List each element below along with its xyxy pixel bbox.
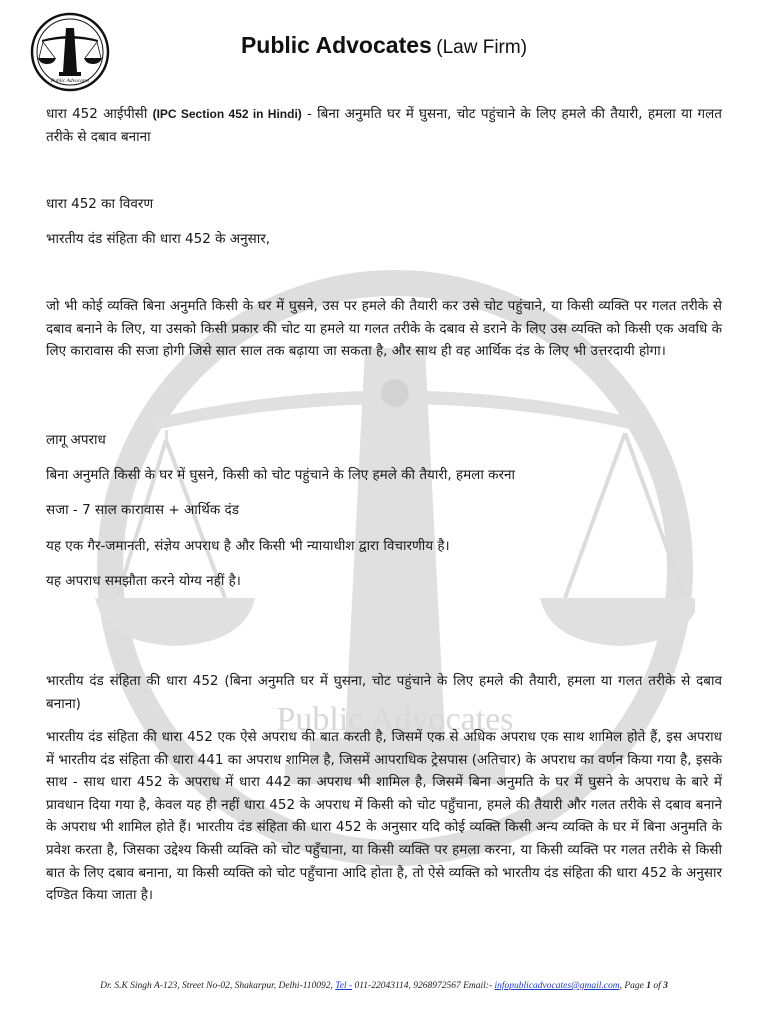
description-heading: धारा 452 का विवरण bbox=[46, 196, 154, 212]
offense-line-1: बिना अनुमति किसी के घर में घुसने, किसी को चोट पहुंचाने के लिए हमले की तैयारी, हमला करना bbox=[46, 467, 515, 483]
page-title bbox=[0, 32, 768, 59]
punishment-line: सजा - 7 साल कारावास + आर्थिक दंड bbox=[46, 502, 239, 518]
page-total: 3 bbox=[663, 981, 668, 991]
description-paragraph: जो भी कोई व्यक्ति बिना अनुमति किसी के घर में घुसने, उस पर हमले की तैयारी कर उसे चोट पहुंचाने, या किसी व्यक्ति पर गलत तरीके से दबाव बनाने के लिए, या उसको किसी प्रकार की चोट या हमले या गलत तरीके के दबाव से डराने के लिए उस व्यक्ति को किसी एक अवधि के लिए कारावास की सजा होगी जिसे सात साल तक बढ़ाया जा सकता है, और साथ ही वह आर्थिक दंड के लिए भी उत्तरदायी होगा। bbox=[46, 298, 722, 360]
watermark-text: Public Advocates bbox=[276, 701, 514, 738]
page-prefix: , Page bbox=[619, 981, 647, 991]
bailable-line: यह एक गैर-जमानती, संज्ञेय अपराध है और किसी भी न्यायाधीश द्वारा विचारणीय है। bbox=[46, 538, 450, 554]
tel-link[interactable]: Tel - bbox=[335, 981, 353, 991]
footer-address: Dr. S.K Singh A-123, Street No-02, Shakarpur, Delhi-110092, bbox=[100, 981, 336, 991]
intro-text: - बिना अनुमति घर में घुसना, चोट पहुंचाने के लिए हमले की तैयारी, हमला या गलत तरीके से दबाव बनाना bbox=[46, 106, 723, 145]
offense-heading: लागू अपराध bbox=[46, 432, 106, 448]
footer-phones: 011-22043114, 9268972567 Email:- bbox=[352, 981, 495, 991]
section-paragraph: भारतीय दंड संहिता की धारा 452 एक ऐसे अपराध की बात करती है, जिसमें एक से अधिक अपराध एक साथ शामिल होते हैं, इस अपराध में भारतीय दंड संहिता की धारा 441 का अपराध शामिल है, जिसमें आपराधिक ट्रेसपास (अतिचार) के अपराध का वर्णन किया गया है, इसके साथ - साथ धारा 452 के अपराध में धारा 442 का अपराध भी शामिल है, जिसमें बिना अनुमति के घर में घुसने के अपराध के बारे में प्रावधान दिया गया है, केवल यह ही नहीं धारा 452 के अपराध में किसी को चोट पहुँचाना, हमले की तैयारी और गलत तरीके से दबाव बनाने के अपराध भी शामिल होते हैं। भारतीय दंड संहिता की धारा 452 के अनुसार यदि कोई व्यक्ति किसी अन्य व्यक्ति के घर में बिना अनुमति के प्रवेश करता है, जिसका उद्देश्य किसी व्यक्ति को चोट पहुँचाना, या किसी व्यक्ति पर हमला करना, या किसी व्यक्ति पर गलत तरीके से किसी बात के लिए दबाव बनाना, या किसी व्यक्ति को चोट पहुँचाना आदि होता है, तो ऐसे व्यक्ति को भारतीय दंड संहिता की धारा 452 के अनुसार दण्डित किया जाता है। bbox=[46, 729, 722, 904]
page-current: 1 bbox=[646, 981, 652, 991]
firm-name: Public Advocates bbox=[240, 32, 432, 58]
intro-line bbox=[46, 103, 722, 148]
page-of: of bbox=[651, 981, 664, 991]
email-link[interactable]: infopublicadvocates@gmail.com bbox=[494, 981, 620, 991]
logo-text: Public Advocates bbox=[50, 78, 90, 84]
footer bbox=[0, 981, 768, 991]
firm-subtitle: (Law Firm) bbox=[436, 37, 528, 58]
intro-prefix: धारा 452 आईपीसी bbox=[46, 106, 153, 122]
description-subheading: भारतीय दंड संहिता की धारा 452 के अनुसार, bbox=[46, 231, 271, 247]
section-heading: भारतीय दंड संहिता की धारा 452 (बिना अनुमति घर में घुसना, चोट पहुंचाने के लिए हमले की तैयारी, हमला या गलत तरीके से दबाव बनाना) bbox=[46, 673, 722, 712]
ipc-label: (IPC Section 452 in Hindi) bbox=[152, 107, 302, 121]
compoundable-line: यह अपराध समझौता करने योग्य नहीं है। bbox=[46, 573, 241, 589]
